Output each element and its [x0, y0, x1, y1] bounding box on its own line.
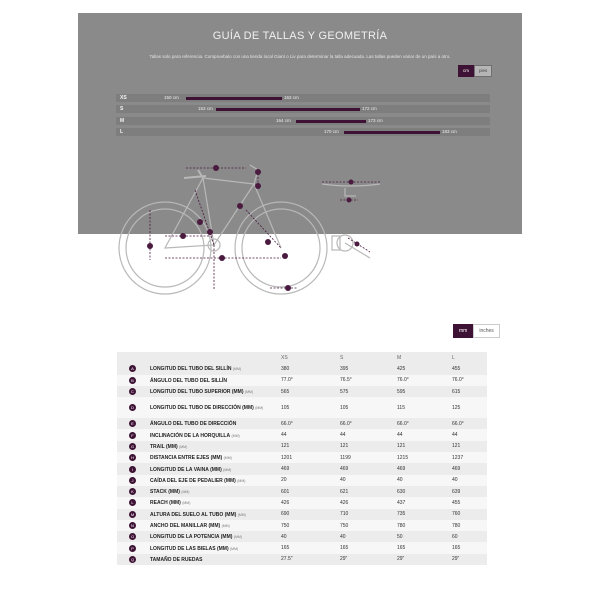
- param-name: TAMAÑO DE RUEDAS: [150, 556, 203, 563]
- table-cell: 425: [391, 363, 446, 374]
- size-label: M: [120, 118, 125, 124]
- table-cell: 121: [334, 441, 391, 452]
- table-row: [117, 386, 487, 397]
- param-code-badge: H: [129, 454, 136, 461]
- table-cell: 735: [391, 509, 446, 520]
- param-code-badge: A: [129, 365, 136, 372]
- table-cell: 105: [275, 397, 334, 418]
- table-cell: 575: [334, 386, 391, 397]
- unit-mm-button[interactable]: mm: [453, 324, 473, 338]
- table-cell: 639: [446, 486, 487, 497]
- param-name: TRAIL (MM): [150, 443, 178, 450]
- param-code-badge: J: [129, 477, 136, 484]
- table-cell: 121: [391, 441, 446, 452]
- table-header-cell: [117, 352, 275, 363]
- table-cell: 44: [446, 429, 487, 440]
- table-cell: 469: [391, 463, 446, 474]
- table-cell: 40: [391, 475, 446, 486]
- table-cell: 40: [334, 531, 391, 542]
- table-cell: 165: [391, 542, 446, 553]
- param-name: LONGITUD DE LA VAINA (MM): [150, 466, 222, 473]
- param-name: INCLINACIÓN DE LA HORQUILLA: [150, 432, 231, 439]
- table-cell: 165: [275, 542, 334, 553]
- param-name: DISTANCIA ENTRE EJES (MM): [150, 455, 223, 462]
- table-row: [117, 397, 487, 418]
- param-code-badge: P: [129, 545, 136, 552]
- param-code-badge: F: [129, 432, 136, 439]
- param-code-badge: Q: [130, 556, 135, 562]
- param-name: CAÍDA DEL EJE DE PEDALIER (MM): [150, 477, 236, 484]
- size-max-height: 173 cm: [368, 118, 383, 123]
- param-unit: (MM): [181, 490, 190, 495]
- param-code-badge: C: [129, 388, 136, 395]
- table-cell: 76.5°: [334, 375, 391, 386]
- size-label: S: [120, 106, 124, 112]
- size-max-height: 163 cm: [284, 95, 299, 100]
- table-cell: 690: [275, 509, 334, 520]
- table-cell: 621: [334, 486, 391, 497]
- param-unit: (MM): [182, 501, 191, 506]
- table-cell: 44: [391, 429, 446, 440]
- table-cell: 469: [446, 463, 487, 474]
- table-cell: 29": [334, 554, 391, 565]
- unit-feet-button[interactable]: pies: [474, 65, 492, 77]
- table-cell: 60: [446, 531, 487, 542]
- table-cell: 565: [275, 386, 334, 397]
- table-cell: 105: [334, 397, 391, 418]
- table-cell: 40: [446, 475, 487, 486]
- geometry-table: [117, 352, 487, 565]
- table-cell: 121: [446, 441, 487, 452]
- param-unit: (MM): [255, 406, 264, 411]
- param-unit: (MM): [230, 546, 239, 551]
- param-unit: (MM): [232, 367, 242, 372]
- param-unit: (MM): [237, 478, 246, 483]
- table-cell: 50: [391, 531, 446, 542]
- table-cell: 750: [334, 520, 391, 531]
- table-row: [117, 429, 487, 440]
- param-name: LONGITUD DEL TUBO DEL SILLÍN: [150, 366, 232, 373]
- table-cell: 165: [334, 542, 391, 553]
- table-row: [117, 363, 487, 374]
- table-cell: 615: [446, 386, 487, 397]
- table-row: [117, 554, 487, 565]
- table-cell: 29": [391, 554, 446, 565]
- table-cell: 426: [275, 497, 334, 508]
- param-code-badge: N: [129, 522, 136, 529]
- size-label: L: [120, 129, 124, 135]
- table-header-cell: L: [446, 352, 487, 363]
- table-cell: 760: [446, 509, 487, 520]
- table-cell: 40: [275, 531, 334, 542]
- size-guide-subtitle: Tallas solo para referencia. Compruebalo con una tienda local Giant o Liv para determinar la talla adecuada. Las tallas pueden variar de un país a otro.: [149, 54, 451, 59]
- table-cell: 595: [391, 386, 446, 397]
- table-cell: 630: [391, 486, 446, 497]
- size-min-height: 153 cm: [198, 106, 213, 111]
- table-row: [117, 452, 487, 463]
- table-cell: 44: [334, 429, 391, 440]
- table-cell: 455: [446, 497, 487, 508]
- table-cell: 66.0°: [334, 418, 391, 429]
- table-header-cell: M: [391, 352, 446, 363]
- param-name: STACK (MM): [150, 489, 180, 496]
- size-label: XS: [120, 95, 127, 101]
- table-cell: 469: [334, 463, 391, 474]
- table-header-row: [117, 352, 487, 363]
- param-name: ÁNGULO DEL TUBO DE DIRECCIÓN: [150, 421, 237, 428]
- table-cell: 380: [275, 363, 334, 374]
- table-cell: 1237: [446, 452, 487, 463]
- table-cell: 437: [391, 497, 446, 508]
- param-name: ALTURA DEL SUELO AL TUBO (MM): [150, 511, 237, 518]
- table-cell: 165: [446, 542, 487, 553]
- table-cell: 455: [446, 363, 487, 374]
- param-name: ÁNGULO DEL TUBO DEL SILLÍN: [150, 377, 228, 384]
- size-min-height: 150 cm: [164, 95, 179, 100]
- table-cell: 66.0°: [391, 418, 446, 429]
- param-unit: (MM): [179, 444, 188, 449]
- table-cell: 750: [275, 520, 334, 531]
- param-name: LONGITUD DE LAS BIELAS (MM): [150, 545, 229, 552]
- param-name: REACH (MM): [150, 500, 181, 507]
- table-cell: 426: [334, 497, 391, 508]
- table-cell: 76.0°: [391, 375, 446, 386]
- table-cell: 66.0°: [446, 418, 487, 429]
- table-cell: 29": [446, 554, 487, 565]
- table-cell: 601: [275, 486, 334, 497]
- table-cell: 66.0°: [275, 418, 334, 429]
- table-row: [117, 486, 487, 497]
- param-code-badge: D: [129, 404, 136, 411]
- table-cell: 121: [275, 441, 334, 452]
- table-cell: 77.0°: [275, 375, 334, 386]
- unit-inches-button[interactable]: inches: [473, 324, 499, 338]
- table-row: [117, 463, 487, 474]
- size-max-height: 172 cm: [362, 106, 377, 111]
- param-unit: (MM): [223, 467, 232, 472]
- table-header-cell: XS: [275, 352, 334, 363]
- table-cell: 1201: [275, 452, 334, 463]
- param-name: LONGITUD DE LA POTENCIA (MM): [150, 534, 233, 541]
- table-row: [117, 418, 487, 429]
- page-title: GUÍA DE TALLAS Y GEOMETRÍA: [212, 30, 388, 42]
- table-header-cell: S: [334, 352, 391, 363]
- table-row: [117, 375, 487, 386]
- size-min-height: 164 cm: [276, 118, 291, 123]
- table-cell: 1215: [391, 452, 446, 463]
- table-cell: 27.5": [275, 554, 334, 565]
- table-cell: 40: [334, 475, 391, 486]
- table-cell: 395: [334, 363, 391, 374]
- param-code-badge: M: [130, 511, 135, 517]
- param-code-badge: O: [130, 534, 135, 540]
- param-name: LONGITUD DEL TUBO SUPERIOR (MM): [150, 389, 244, 396]
- param-name: ANCHO DEL MANILLAR (MM): [150, 523, 221, 529]
- table-cell: 76.0°: [446, 375, 487, 386]
- param-code-badge: K: [129, 488, 136, 495]
- param-code-badge: L: [129, 499, 136, 506]
- size-max-height: 183 cm: [442, 129, 457, 134]
- table-row: [117, 542, 487, 553]
- table-cell: 780: [391, 520, 446, 531]
- table-cell: 1199: [334, 452, 391, 463]
- param-unit: (MM): [231, 433, 240, 438]
- table-cell: 115: [391, 397, 446, 418]
- table-cell: 469: [275, 463, 334, 474]
- table-row: [117, 441, 487, 452]
- param-unit: (MM): [223, 456, 232, 461]
- param-name: LONGITUD DEL TUBO DE DIRECCIÓN (MM): [150, 405, 254, 412]
- param-code-badge: B: [129, 377, 136, 384]
- table-cell: 710: [334, 509, 391, 520]
- param-unit: (MM): [237, 512, 246, 517]
- table-row: [117, 531, 487, 542]
- param-unit: (MM): [233, 535, 242, 540]
- table-row: [117, 520, 487, 531]
- table-cell: 44: [275, 429, 334, 440]
- param-code-badge: I: [129, 466, 136, 473]
- param-unit: (MM): [221, 524, 230, 528]
- table-cell: 780: [446, 520, 487, 531]
- table-row: [117, 475, 487, 486]
- table-row: [117, 497, 487, 508]
- unit-cm-button[interactable]: cm: [458, 65, 474, 77]
- table-cell: 125: [446, 397, 487, 418]
- param-code-badge: E: [129, 420, 136, 427]
- table-row: [117, 509, 487, 520]
- table-cell: 20: [275, 475, 334, 486]
- geometry-unit-toggle: [453, 324, 500, 338]
- size-min-height: 170 cm: [324, 129, 339, 134]
- param-code-badge: G: [130, 443, 135, 449]
- param-unit: (MM): [244, 390, 254, 395]
